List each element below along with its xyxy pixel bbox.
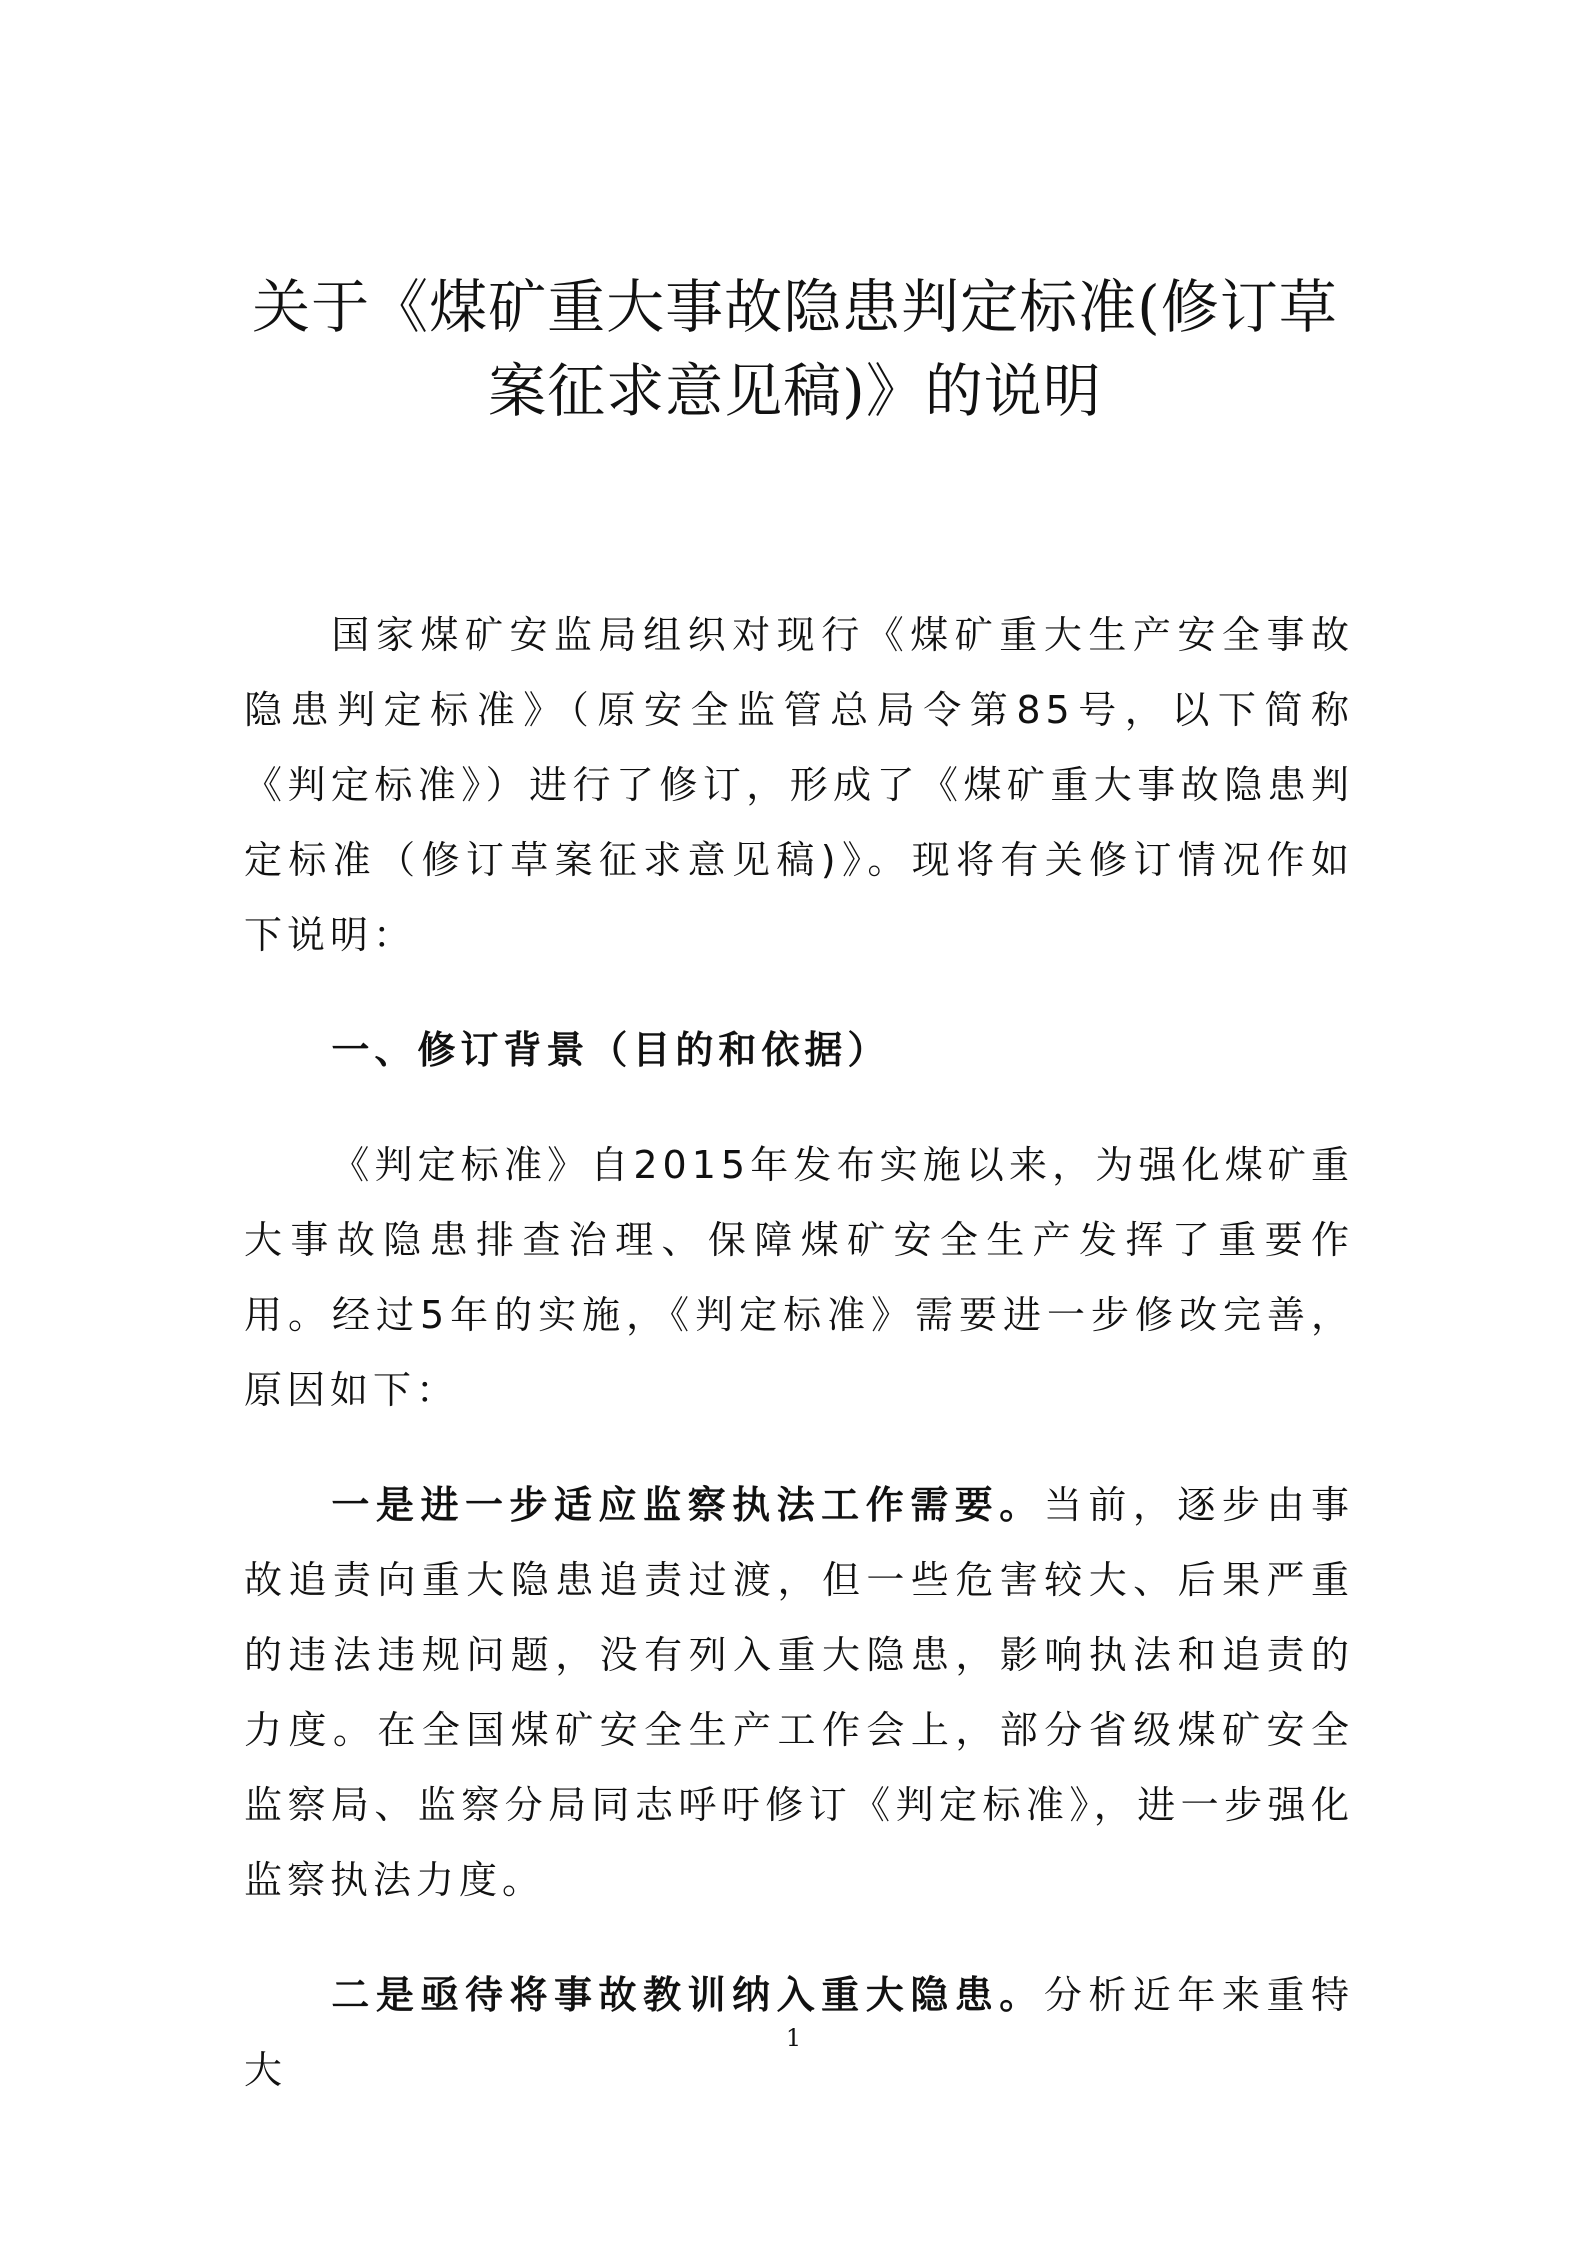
reason-1-lead: 一是进一步适应监察执法工作需要。 — [331, 1483, 1044, 1527]
background-paragraph: 《判定标准》自2015年发布实施以来，为强化煤矿重大事故隐患排查治理、保障煤矿安全生产发挥了重要作用。经过5年的实施，《判定标准》需要进一步修改完善，原因如下： — [244, 1143, 1354, 1412]
document-body — [244, 598, 1354, 2108]
page-number: 1 — [785, 2024, 802, 2052]
reason-2-lead: 二是亟待将事故教训纳入重大隐患。 — [331, 1973, 1044, 2017]
reason-2-text: 分析近年来重特大 — [244, 1973, 1354, 2092]
intro-paragraph: 国家煤矿安监局组织对现行《煤矿重大生产安全事故隐患判定标准》（原安全监管总局令第85号，以下简称《判定标准》）进行了修订，形成了《煤矿重大事故隐患判定标准（修订草案征求意见稿)》。现将有关修订情况作如下说明： — [244, 613, 1354, 957]
reason-1-text: 当前，逐步由事故追责向重大隐患追责过渡，但一些危害较大、后果严重的违法违规问题，没有列入重大隐患，影响执法和追责的力度。在全国煤矿安全生产工作会上，部分省级煤矿安全监察局、监察分局同志呼吁修订《判定标准》，进一步强化监察执法力度。 — [244, 1483, 1354, 1902]
title-line-1: 关于《煤矿重大事故隐患判定标准(修订草 — [252, 273, 1338, 341]
document-title — [230, 265, 1360, 433]
section-heading: 一、修订背景（目的和依据） — [331, 1028, 891, 1072]
reason-1-paragraph — [244, 1468, 1354, 1918]
title-line-2: 案征求意见稿)》的说明 — [488, 357, 1102, 425]
